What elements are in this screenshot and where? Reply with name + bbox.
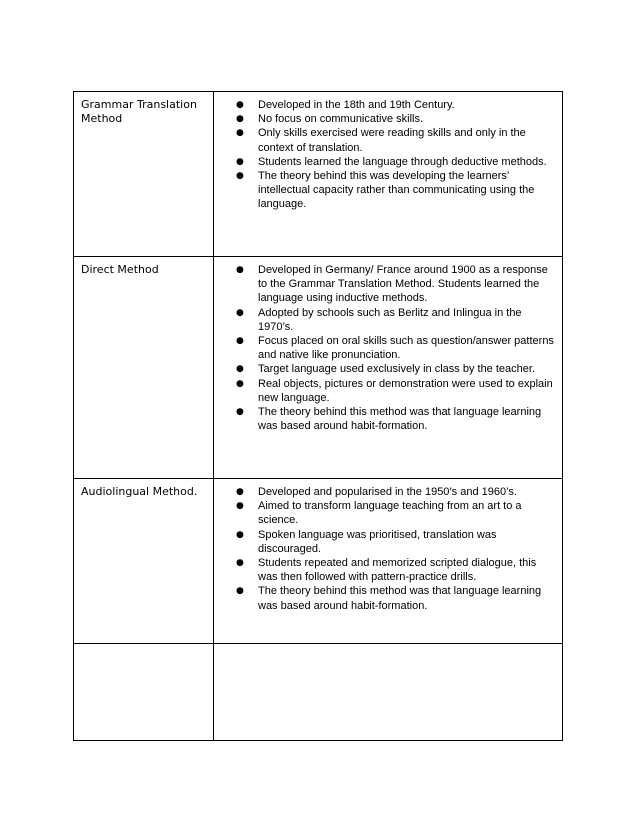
list-item: [214, 485, 556, 499]
bullet-icon: ●: [236, 307, 244, 318]
list-item: [214, 155, 556, 169]
bullet-icon: ●: [236, 529, 244, 540]
table-row: [74, 257, 563, 479]
list-item: [214, 98, 556, 112]
point-text: Students repeated and memorized scripted dialogue, this was then followed with pattern-practice drills.: [258, 557, 537, 584]
notes-cell: [214, 257, 563, 479]
bullet-icon: ●: [236, 128, 244, 139]
methods-table: [73, 91, 563, 741]
bullet-icon: ●: [236, 586, 244, 597]
table-row: [74, 92, 563, 257]
point-text: The theory behind this method was that language learning was based around habit-formation.: [258, 585, 542, 612]
bullet-icon: ●: [236, 407, 244, 418]
list-item: [214, 169, 556, 212]
method-name: Direct Method: [81, 263, 159, 276]
list-item: [214, 306, 556, 334]
bullet-icon: ●: [236, 558, 244, 569]
list-item: [214, 556, 556, 584]
bullet-list: [214, 479, 562, 613]
list-item: [214, 126, 556, 154]
bullet-icon: ●: [236, 501, 244, 512]
method-cell: [74, 92, 214, 257]
list-item: [214, 377, 556, 405]
list-item: [214, 499, 556, 527]
method-name: Audiolingual Method.: [81, 485, 198, 498]
bullet-icon: ●: [236, 378, 244, 389]
bullet-icon: ●: [236, 265, 244, 275]
list-item: [214, 584, 556, 612]
method-cell: [74, 644, 214, 741]
point-text: No focus on communicative skills.: [258, 113, 424, 126]
list-item: [214, 112, 556, 126]
bullet-icon: ●: [236, 100, 244, 110]
point-text: Developed and popularised in the 1950’s and 1960’s.: [258, 486, 517, 498]
bullet-icon: ●: [236, 487, 244, 497]
list-item: [214, 405, 556, 433]
point-text: Spoken language was prioritised, translation was discouraged.: [258, 528, 497, 555]
point-text: Target language used exclusively in class by the teacher.: [258, 363, 535, 376]
method-cell: [74, 479, 214, 644]
point-text: Only skills exercised were reading skills and only in the context of translation.: [258, 127, 526, 154]
point-text: Students learned the language through deductive methods.: [258, 155, 547, 168]
point-text: Developed in Germany/ France around 1900 as a response to the Grammar Translation Method. Students learned the language using inductive methods.: [258, 264, 548, 305]
notes-cell: [214, 644, 563, 741]
list-item: [214, 362, 556, 376]
method-name: Grammar Translation Method: [81, 98, 197, 125]
point-text: Aimed to transform language teaching from an art to a science.: [258, 500, 522, 527]
point-text: Adopted by schools such as Berlitz and Inlingua in the 1970’s.: [258, 306, 522, 333]
point-text: Focus placed on oral skills such as question/answer patterns and native like pronunciation.: [258, 335, 554, 362]
bullet-icon: ●: [236, 114, 244, 125]
table-row: [74, 644, 563, 741]
point-text: Real objects, pictures or demonstration were used to explain new language.: [258, 377, 553, 404]
point-text: Developed in the 18th and 19th Century.: [258, 99, 455, 111]
point-text: The theory behind this was developing the learners’ intellectual capacity rather than communicating using the language.: [258, 170, 535, 211]
list-item: [214, 263, 556, 306]
method-name: [74, 644, 213, 650]
method-cell: [74, 257, 214, 479]
bullet-icon: ●: [236, 156, 244, 167]
bullet-icon: ●: [236, 171, 244, 182]
bullet-list: [214, 92, 562, 212]
list-item: [214, 528, 556, 556]
notes-cell: [214, 479, 563, 644]
bullet-icon: ●: [236, 336, 244, 347]
point-text: The theory behind this method was that language learning was based around habit-formation.: [258, 406, 542, 433]
table-row: [74, 479, 563, 644]
bullet-icon: ●: [236, 364, 244, 375]
list-item: [214, 334, 556, 362]
bullet-list: [214, 257, 562, 433]
notes-cell: [214, 92, 563, 257]
